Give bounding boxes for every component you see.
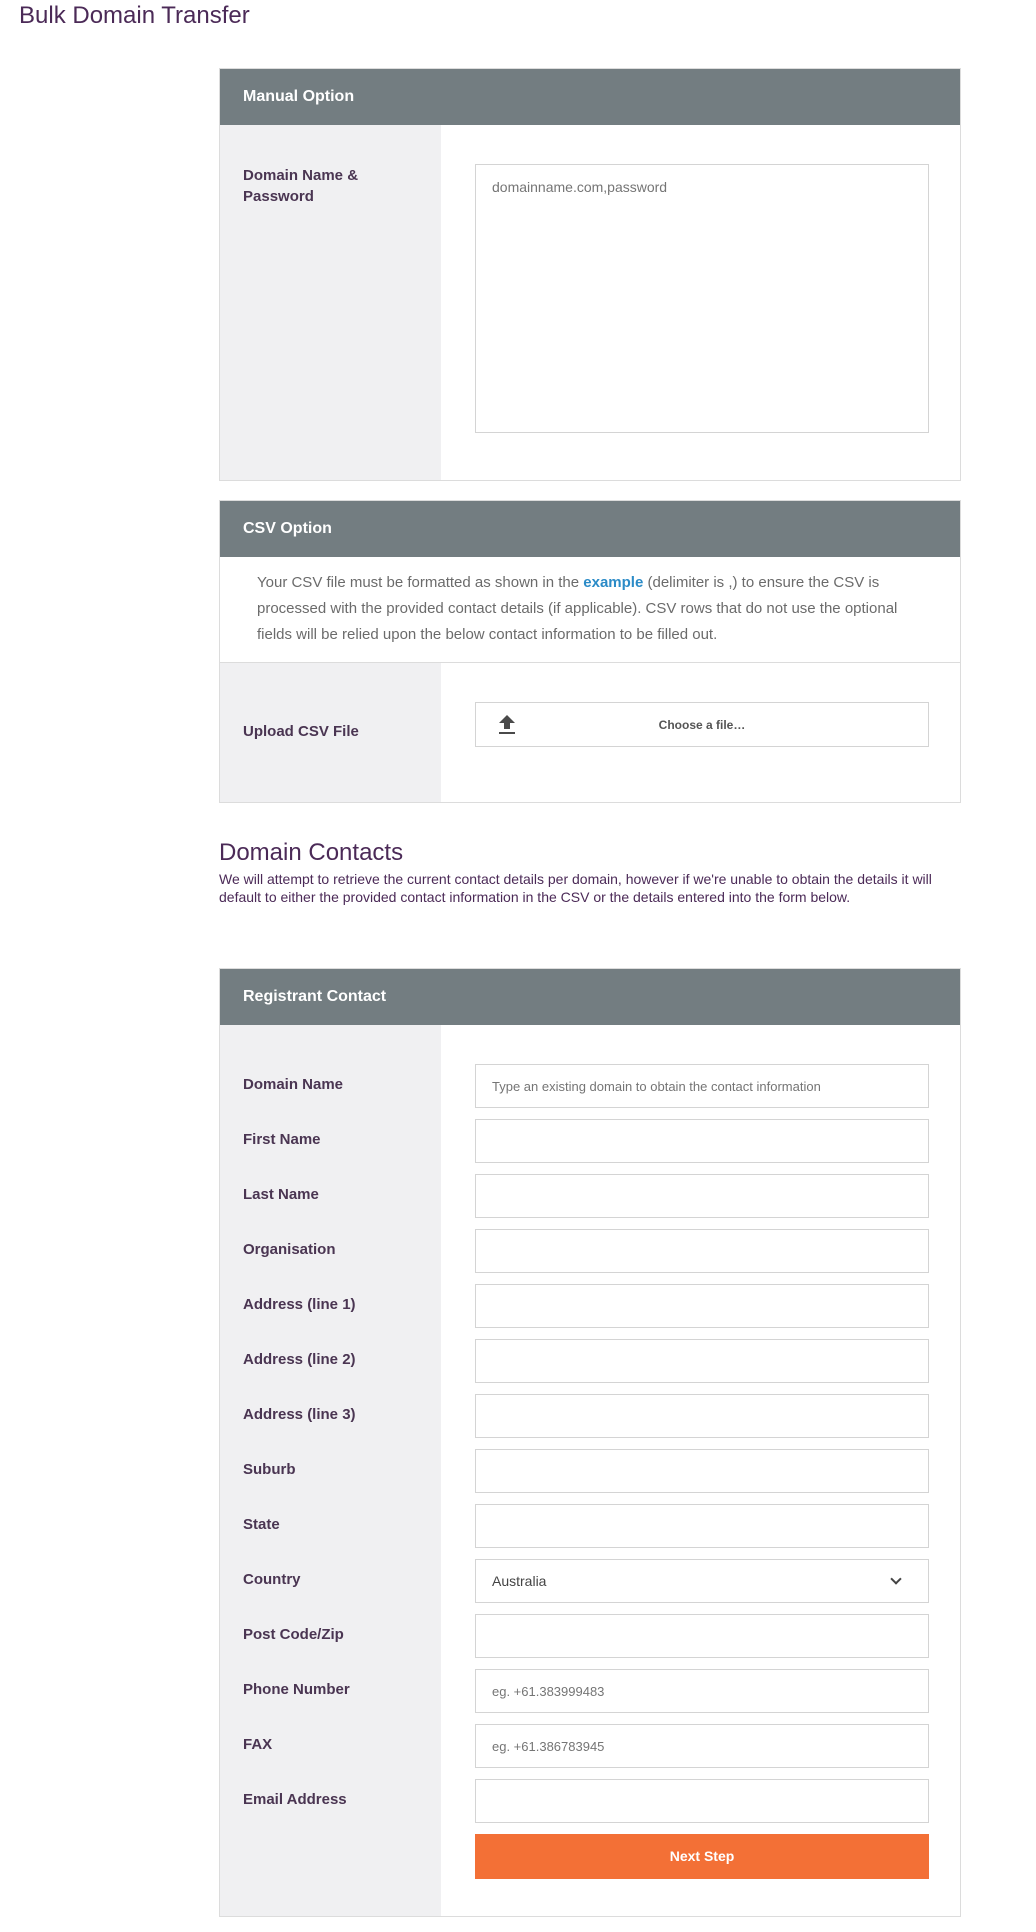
domain-name-label: Domain Name — [243, 1076, 344, 1093]
fax-input[interactable] — [475, 1724, 929, 1768]
manual-option-panel — [219, 68, 961, 481]
csv-info-text-rest: (delimiter is ,) to ensure the CSV is processed with the provided contact details (if applicable). CSV rows that do not use the optional fields will be relied upon the below contact information to be filled out. — [257, 574, 898, 643]
organisation-label: Organisation — [243, 1241, 336, 1258]
csv-example-link[interactable]: example — [583, 574, 644, 591]
state-label: State — [243, 1516, 280, 1533]
last-name-input[interactable] — [475, 1174, 929, 1218]
domain-contacts-description: We will attempt to retrieve the current contact details per domain, however if we're unable to obtain the details it will default to either the provided contact information in the CSV or the details entered into the form below. — [219, 871, 932, 905]
domain-name-input[interactable] — [475, 1064, 929, 1108]
country-select[interactable] — [475, 1559, 929, 1603]
first-name-input[interactable] — [475, 1119, 929, 1163]
choose-file-text: Choose a file… — [658, 717, 746, 732]
csv-option-header: CSV Option — [220, 501, 960, 557]
upload-csv-label: Upload CSV File — [243, 723, 359, 740]
address-line2-input[interactable] — [475, 1339, 929, 1383]
csv-info-text: Your CSV file must be formatted as shown in the — [257, 574, 584, 591]
domain-password-textarea[interactable] — [475, 164, 929, 433]
country-selected-value: Australia — [492, 1573, 547, 1589]
chevron-down-icon — [890, 1573, 901, 1584]
manual-option-header: Manual Option — [220, 69, 960, 125]
country-label: Country — [243, 1571, 301, 1588]
address-line3-input[interactable] — [475, 1394, 929, 1438]
address-line1-label: Address (line 1) — [243, 1296, 356, 1313]
domain-contacts-title: Domain Contacts — [219, 839, 404, 866]
address-line1-input[interactable] — [475, 1284, 929, 1328]
phone-input[interactable] — [475, 1669, 929, 1713]
first-name-label: First Name — [243, 1131, 321, 1148]
registrant-contact-header: Registrant Contact — [220, 969, 960, 1025]
csv-option-panel — [219, 500, 961, 803]
address-line2-label: Address (line 2) — [243, 1351, 356, 1368]
suburb-input[interactable] — [475, 1449, 929, 1493]
domain-password-label: Domain Name & Password — [243, 167, 359, 205]
email-input[interactable] — [475, 1779, 929, 1823]
fax-label: FAX — [243, 1736, 273, 1753]
registrant-contact-panel — [219, 968, 961, 1917]
state-input[interactable] — [475, 1504, 929, 1548]
csv-instructions — [220, 557, 960, 663]
address-line3-label: Address (line 3) — [243, 1406, 356, 1423]
next-step-button[interactable]: Next Step — [475, 1834, 929, 1879]
page-title: Bulk Domain Transfer — [19, 2, 250, 29]
suburb-label: Suburb — [243, 1461, 296, 1478]
file-upload-button[interactable] — [475, 702, 929, 747]
phone-label: Phone Number — [243, 1681, 350, 1698]
postcode-input[interactable] — [475, 1614, 929, 1658]
last-name-label: Last Name — [243, 1186, 319, 1203]
upload-icon — [498, 715, 516, 734]
postcode-label: Post Code/Zip — [243, 1626, 344, 1643]
organisation-input[interactable] — [475, 1229, 929, 1273]
email-label: Email Address — [243, 1791, 347, 1808]
